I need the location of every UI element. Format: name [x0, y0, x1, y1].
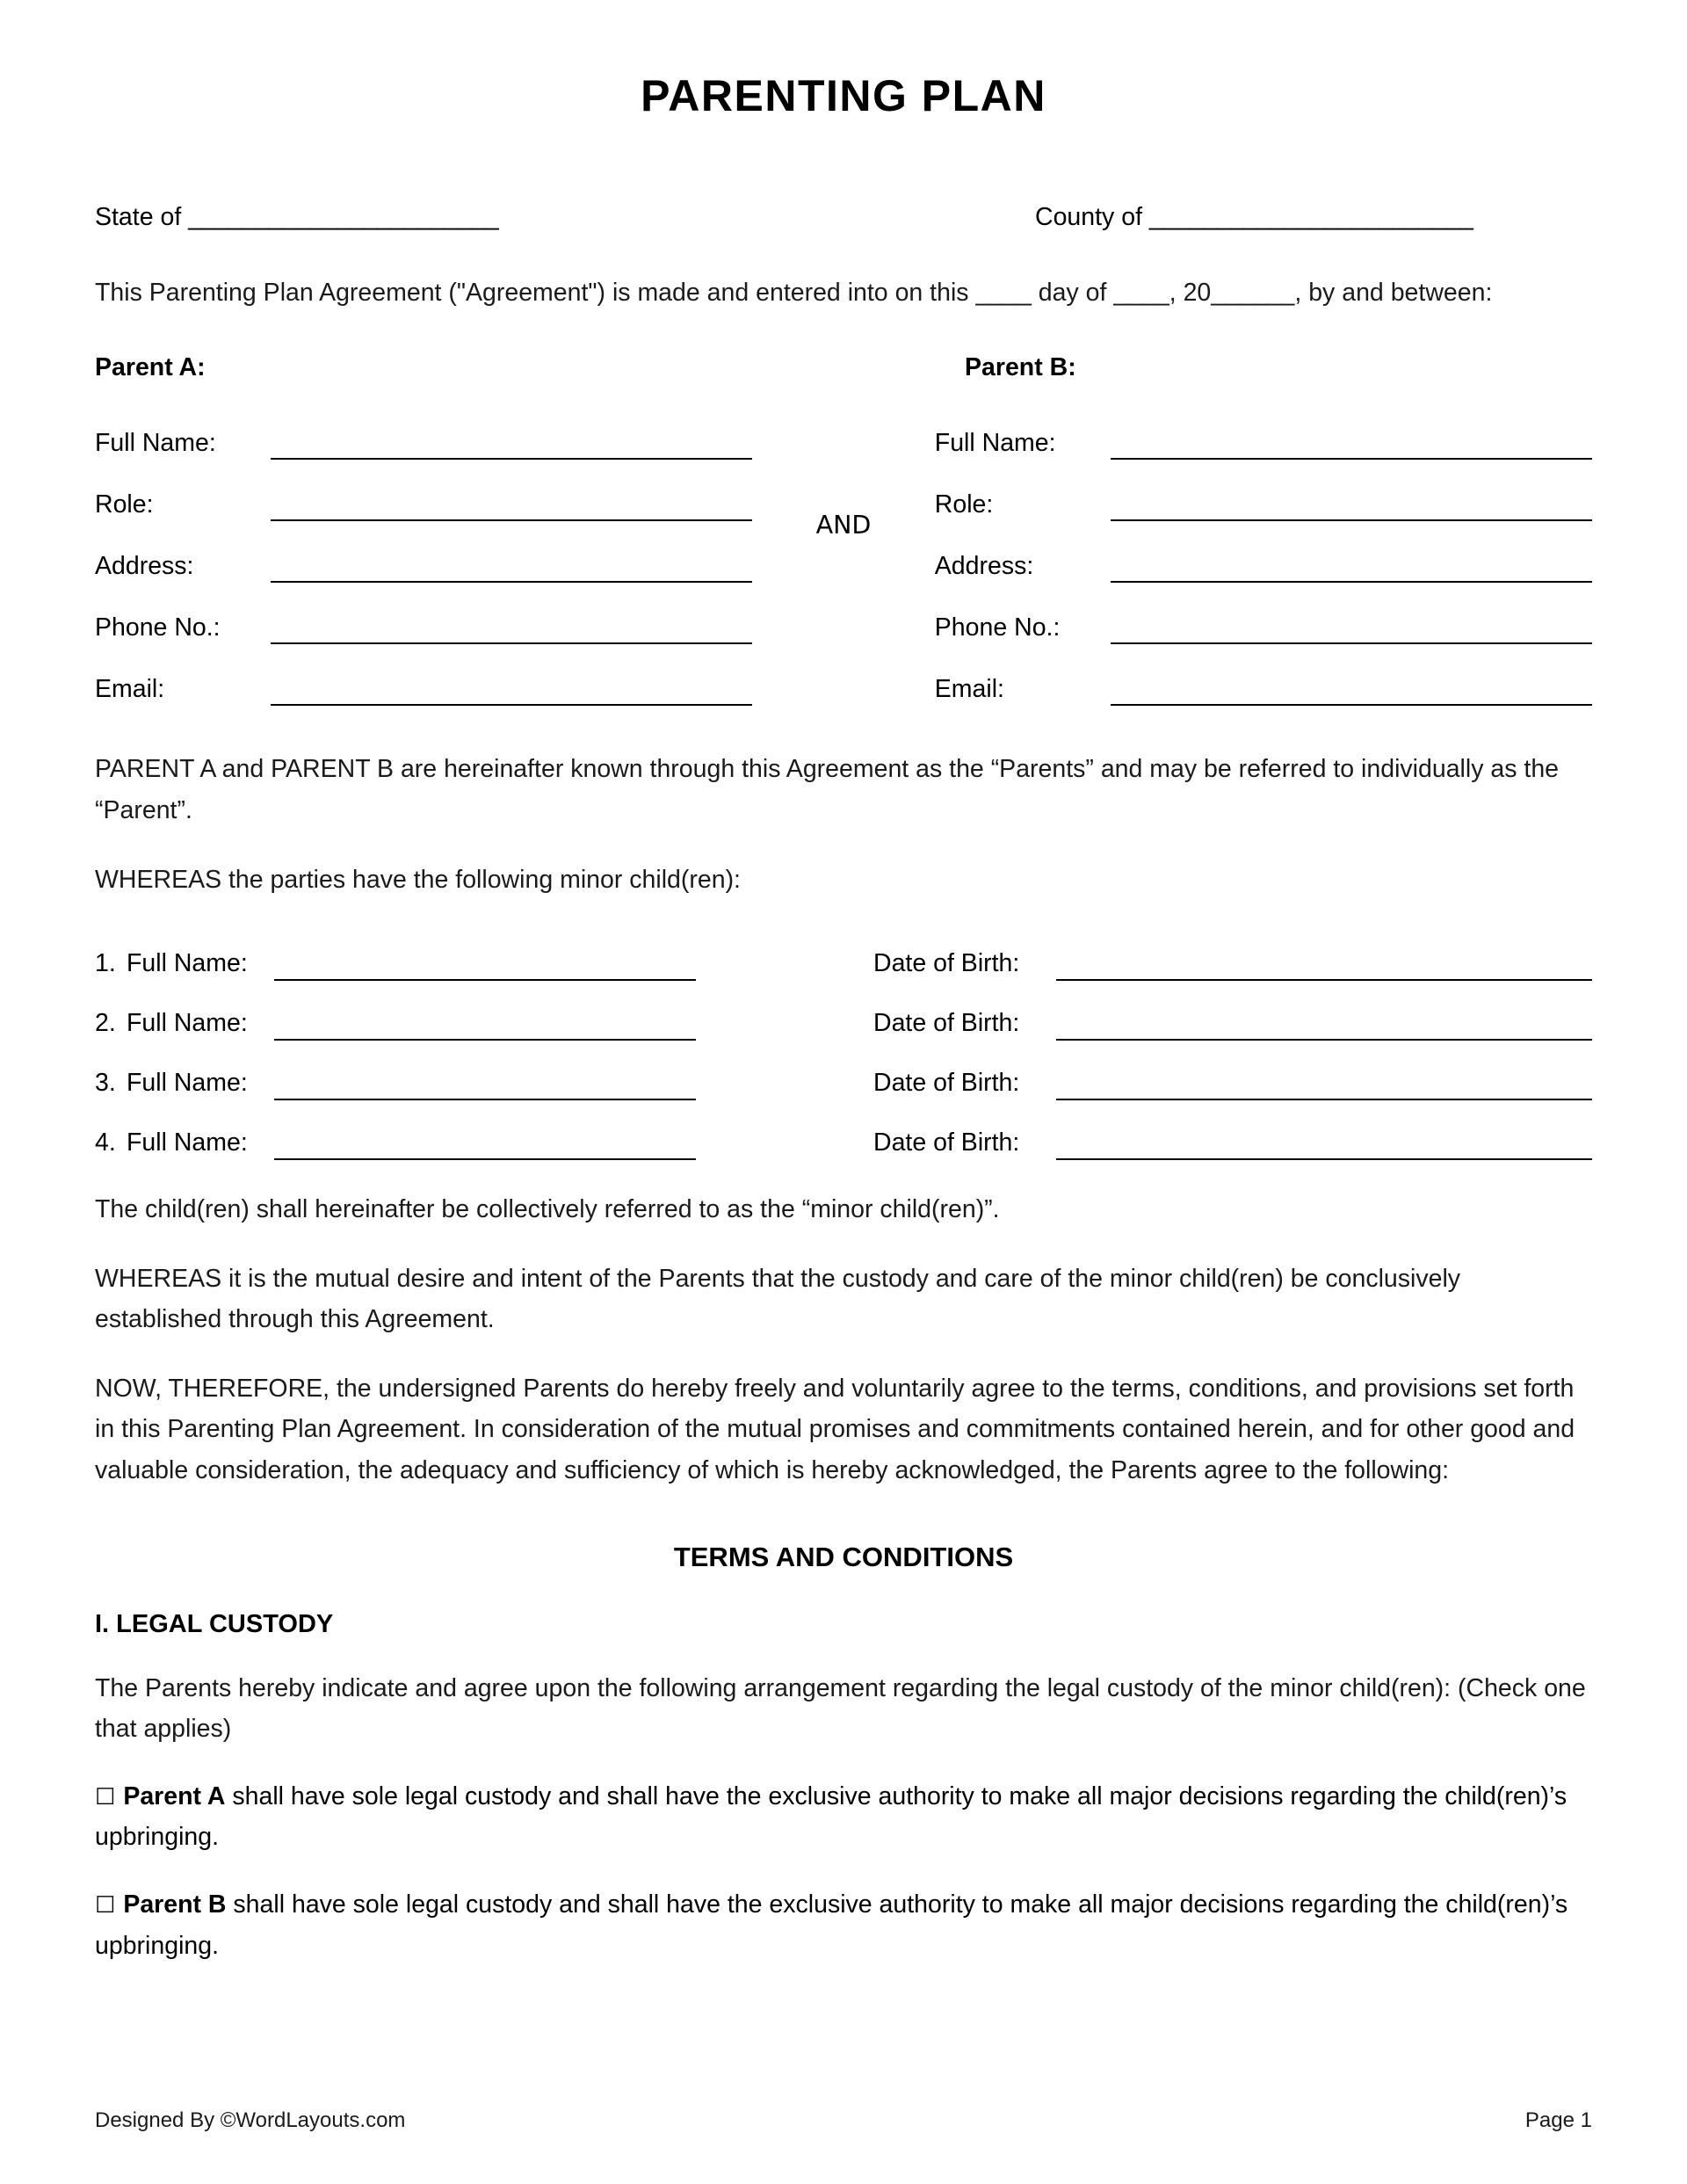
list-item	[95, 1069, 1592, 1100]
state-field	[95, 202, 1035, 232]
state-county-row	[95, 202, 1592, 232]
parent-a-role-label: Role:	[95, 490, 154, 519]
child-1-dob-label: Date of Birth:	[873, 948, 1020, 977]
parent-a-email-row	[95, 658, 752, 706]
parent-b-address-input[interactable]	[1111, 555, 1592, 583]
child-2-name-input[interactable]	[274, 1012, 696, 1041]
parent-a-role-row	[95, 474, 752, 521]
parent-a-address-row	[95, 535, 752, 583]
parent-b-phone-label: Phone No.:	[934, 613, 1061, 642]
parent-a-email-label: Email:	[95, 675, 165, 703]
child-2-name-label: Full Name:	[127, 1008, 248, 1037]
state-label: State of	[95, 203, 182, 231]
state-blank-line[interactable]: _______________________	[188, 203, 499, 231]
whereas-children-paragraph: WHEREAS the parties have the following minor child(ren):	[95, 865, 741, 894]
child-3-name-label: Full Name:	[127, 1068, 248, 1097]
parent-a-fields	[95, 412, 752, 720]
child-1-name-input[interactable]	[274, 953, 696, 981]
child-4-name-input[interactable]	[274, 1132, 696, 1160]
parent-b-phone-row	[935, 597, 1592, 644]
child-1-name-label: Full Name:	[127, 948, 248, 977]
parent-b-address-row	[935, 535, 1592, 583]
parent-b-email-input[interactable]	[1111, 678, 1592, 706]
checkbox-icon[interactable]: ☐	[95, 1892, 116, 1919]
parent-b-address-label: Address:	[934, 552, 1034, 580]
child-1-dob-input[interactable]	[1056, 953, 1592, 981]
terms-and-conditions-heading: TERMS AND CONDITIONS	[673, 1541, 1014, 1572]
parent-a-address-label: Address:	[95, 552, 194, 580]
parents-fields-row	[95, 412, 1592, 720]
list-item	[95, 1128, 1592, 1160]
child-4-name-label: Full Name:	[127, 1128, 248, 1157]
child-4-dob-input[interactable]	[1056, 1132, 1592, 1160]
child-2-dob-input[interactable]	[1056, 1012, 1592, 1041]
child-2-number: 2.	[95, 1008, 116, 1037]
county-blank-line[interactable]: ________________________	[1148, 203, 1473, 231]
designer-credit: Designed By ©WordLayouts.com	[95, 2108, 406, 2132]
parent-b-email-row	[935, 658, 1592, 706]
parent-a-full-name-row	[95, 412, 752, 460]
parent-b-role-row	[935, 474, 1592, 521]
parent-b-heading: Parent B:	[965, 353, 1076, 382]
list-item	[95, 1009, 1592, 1041]
parent-a-role-input[interactable]	[271, 493, 752, 521]
parent-b-fields	[935, 412, 1592, 720]
parents-definition-paragraph: PARENT A and PARENT B are hereinafter known through this Agreement as the “Parents” and may be referred to individually as the “Parent”.	[95, 755, 1560, 824]
parent-a-full-name-input[interactable]	[271, 432, 752, 460]
child-3-dob-label: Date of Birth:	[873, 1068, 1020, 1097]
parent-a-phone-input[interactable]	[271, 616, 752, 644]
parent-b-phone-input[interactable]	[1111, 616, 1592, 644]
child-3-name-input[interactable]	[274, 1072, 696, 1100]
intro-paragraph: This Parenting Plan Agreement ("Agreement") is made and entered into on this ____ day of ____, 20______, by and between:	[95, 279, 1493, 308]
parents-headings-row	[95, 353, 1592, 382]
parent-b-role-input[interactable]	[1111, 493, 1592, 521]
now-therefore-paragraph: NOW, THEREFORE, the undersigned Parents do hereby freely and voluntarily agree to the terms, conditions, and provisions set forth in this Parenting Plan Agreement. In consideration of the mutual promises and commitments contained herein, and for other good and valuable consideration, the adequacy and sufficiency of which is hereby acknowledged, the Parents agree to the following:	[95, 1375, 1575, 1484]
parents-conjunction-gap	[752, 412, 935, 720]
parent-a-email-input[interactable]	[271, 678, 752, 706]
legal-custody-option-parent-b[interactable]	[95, 1884, 1589, 1965]
child-1-number: 1.	[95, 948, 116, 977]
child-3-number: 3.	[95, 1068, 116, 1097]
legal-custody-option-parent-a[interactable]	[95, 1776, 1589, 1857]
page-footer	[95, 2108, 1592, 2133]
child-2-dob-label: Date of Birth:	[873, 1008, 1020, 1037]
parent-b-role-label: Role:	[934, 490, 994, 519]
and-conjunction: AND	[815, 511, 872, 541]
parent-a-heading: Parent A:	[95, 353, 206, 382]
parent-b-full-name-input[interactable]	[1111, 432, 1592, 460]
whereas-custody-paragraph: WHEREAS it is the mutual desire and intent of the Parents that the custody and care of the minor child(ren) be conclusively established through this Agreement.	[95, 1264, 1461, 1334]
children-collective-paragraph: The child(ren) shall hereinafter be collectively referred to as the “minor child(ren)”.	[95, 1194, 1000, 1223]
option-b-text: shall have sole legal custody and shall have the exclusive authority to make all major decisions regarding the child(ren)’s upbringing.	[95, 1890, 1568, 1960]
children-list	[95, 949, 1592, 1160]
page-number: Page 1	[1524, 2108, 1592, 2132]
parent-a-phone-label: Phone No.:	[95, 613, 221, 642]
parent-a-address-input[interactable]	[271, 555, 752, 583]
child-3-dob-input[interactable]	[1056, 1072, 1592, 1100]
child-4-dob-label: Date of Birth:	[873, 1128, 1020, 1157]
parent-a-phone-row	[95, 597, 752, 644]
parent-b-full-name-row	[935, 412, 1592, 460]
parent-a-full-name-label: Full Name:	[95, 429, 216, 457]
article-i-intro-paragraph: The Parents hereby indicate and agree upon the following arrangement regarding the legal custody of the minor child(ren): (Check one that applies)	[95, 1673, 1586, 1743]
option-a-bold-lead: Parent A	[123, 1782, 226, 1811]
child-4-number: 4.	[95, 1128, 116, 1157]
checkbox-icon[interactable]: ☐	[95, 1784, 116, 1811]
option-b-bold-lead: Parent B	[123, 1890, 227, 1919]
page-title: PARENTING PLAN	[641, 71, 1046, 120]
article-i-heading: I. LEGAL CUSTODY	[95, 1609, 334, 1638]
parents-section	[95, 353, 1592, 720]
option-a-text: shall have sole legal custody and shall have the exclusive authority to make all major decisions regarding the child(ren)’s upbringing.	[95, 1782, 1568, 1852]
parent-b-full-name-label: Full Name:	[934, 429, 1056, 457]
list-item	[95, 949, 1592, 981]
parent-b-email-label: Email:	[934, 675, 1004, 703]
county-label: County of	[1035, 203, 1142, 231]
county-field	[1035, 202, 1592, 232]
